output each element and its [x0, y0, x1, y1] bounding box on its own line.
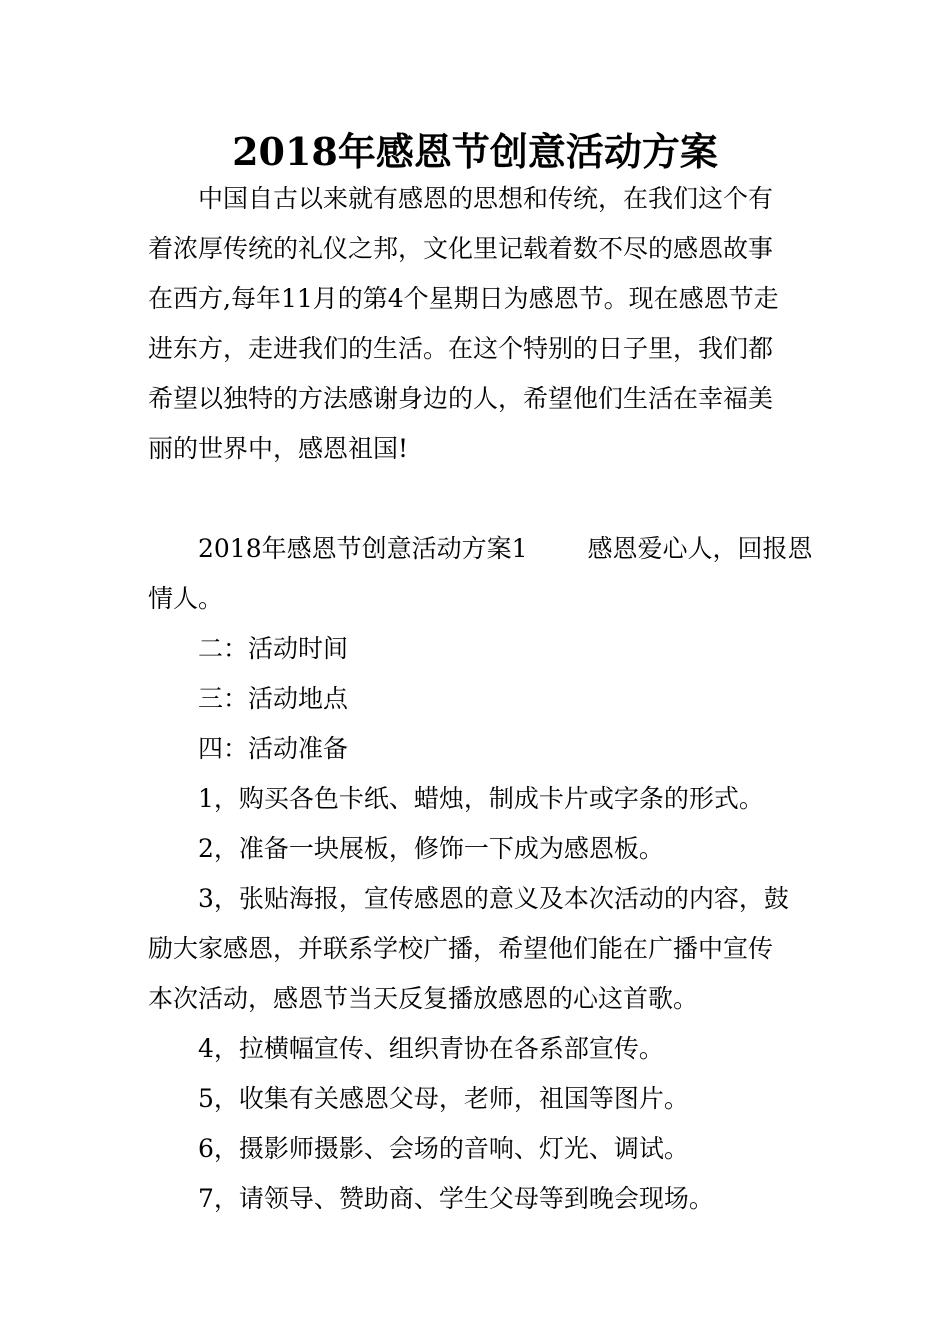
plan-heading: 2018年感恩节创意活动方案1 — [198, 534, 528, 563]
intro-line: 丽的世界中，感恩祖国! — [148, 434, 409, 463]
prep-item-2: 2，准备一块展板，修饰一下成为感恩板。 — [198, 834, 664, 863]
prep-item-7: 7，请领导、赞助商、学生父母等到晚会现场。 — [198, 1184, 714, 1213]
plan-slogan-continued: 情人。 — [148, 584, 224, 613]
prep-item-5: 5，收集有关感恩父母，老师，祖国等图片。 — [198, 1084, 689, 1113]
plan-slogan: 感恩爱心人，回报恩 — [587, 534, 813, 563]
prep-item-4: 4，拉横幅宣传、组织青协在各系部宣传。 — [198, 1034, 664, 1063]
intro-line: 希望以独特的方法感谢身边的人，希望他们生活在幸福美 — [148, 384, 774, 413]
item-time: 二：活动时间 — [198, 634, 349, 663]
intro-paragraph — [148, 174, 808, 474]
item-prep: 四：活动准备 — [198, 734, 349, 763]
plan-heading-line — [148, 524, 813, 574]
prep-item-6: 6，摄影师摄影、会场的音响、灯光、调试。 — [198, 1134, 689, 1163]
prep-item-1: 1，购买各色卡纸、蜡烛，制成卡片或字条的形式。 — [198, 784, 764, 813]
plan-section — [148, 524, 813, 1224]
document-title: 2018年感恩节创意活动方案 — [232, 129, 718, 174]
prep-item-3-cont: 本次活动，感恩节当天反复播放感恩的心这首歌。 — [148, 984, 699, 1013]
item-place: 三：活动地点 — [198, 684, 349, 713]
intro-line: 中国自古以来就有感恩的思想和传统，在我们这个有 — [198, 184, 774, 213]
intro-line: 着浓厚传统的礼仪之邦，文化里记载着数不尽的感恩故事 — [148, 234, 774, 263]
intro-line: 在西方,每年11月的第4个星期日为感恩节。现在感恩节走 — [148, 284, 779, 313]
prep-item-3: 3，张贴海报，宣传感恩的意义及本次活动的内容，鼓 — [198, 884, 789, 913]
prep-item-3-cont: 励大家感恩，并联系学校广播，希望他们能在广播中宣传 — [148, 934, 774, 963]
intro-line: 进东方，走进我们的生活。在这个特别的日子里，我们都 — [148, 334, 774, 363]
